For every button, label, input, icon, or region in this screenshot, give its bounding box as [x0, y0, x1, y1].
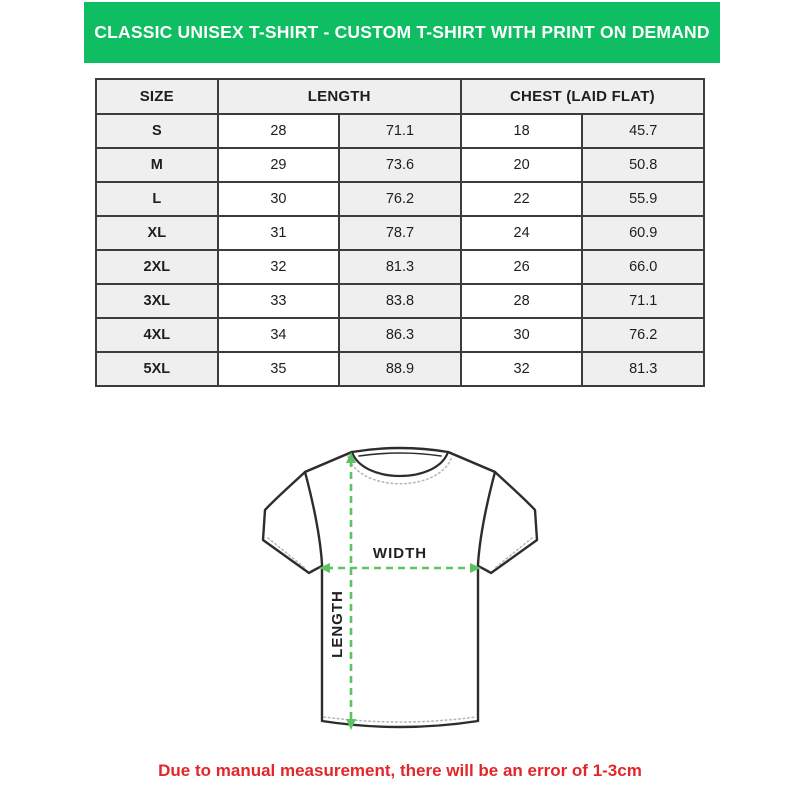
- table-row: [96, 216, 704, 250]
- col-header-length: LENGTH: [218, 79, 461, 114]
- chest-cm-cell: 55.9: [582, 182, 704, 216]
- size-chart-table: [95, 78, 705, 387]
- length-in-cell: 32: [218, 250, 340, 284]
- product-title-banner: [84, 2, 720, 63]
- product-title: CLASSIC UNISEX T-SHIRT - CUSTOM T-SHIRT WITH PRINT ON DEMAND: [94, 22, 710, 42]
- size-cell: 4XL: [96, 318, 218, 352]
- table-row: [96, 148, 704, 182]
- table-row: [96, 250, 704, 284]
- table-row: [96, 182, 704, 216]
- tshirt-body: [305, 448, 495, 727]
- length-in-cell: 31: [218, 216, 340, 250]
- length-cm-cell: 76.2: [339, 182, 461, 216]
- chest-in-cell: 18: [461, 114, 583, 148]
- chest-cm-cell: 66.0: [582, 250, 704, 284]
- table-row: [96, 114, 704, 148]
- chest-in-cell: 28: [461, 284, 583, 318]
- size-cell: 5XL: [96, 352, 218, 386]
- chest-in-cell: 24: [461, 216, 583, 250]
- length-cm-cell: 73.6: [339, 148, 461, 182]
- table-row: [96, 352, 704, 386]
- tshirt-measurement-diagram: [256, 446, 544, 738]
- size-cell: L: [96, 182, 218, 216]
- length-cm-cell: 86.3: [339, 318, 461, 352]
- chest-in-cell: 20: [461, 148, 583, 182]
- col-header-size: SIZE: [96, 79, 218, 114]
- chest-in-cell: 32: [461, 352, 583, 386]
- length-in-cell: 33: [218, 284, 340, 318]
- chest-cm-cell: 76.2: [582, 318, 704, 352]
- size-cell: 3XL: [96, 284, 218, 318]
- chest-in-cell: 30: [461, 318, 583, 352]
- table-row: [96, 318, 704, 352]
- length-in-cell: 34: [218, 318, 340, 352]
- chest-cm-cell: 71.1: [582, 284, 704, 318]
- chest-cm-cell: 81.3: [582, 352, 704, 386]
- tshirt-svg: [256, 446, 544, 738]
- length-in-cell: 28: [218, 114, 340, 148]
- length-in-cell: 29: [218, 148, 340, 182]
- size-cell: 2XL: [96, 250, 218, 284]
- size-cell: S: [96, 114, 218, 148]
- length-in-cell: 35: [218, 352, 340, 386]
- header-row: [96, 79, 704, 114]
- length-in-cell: 30: [218, 182, 340, 216]
- length-cm-cell: 83.8: [339, 284, 461, 318]
- size-cell: XL: [96, 216, 218, 250]
- chest-cm-cell: 60.9: [582, 216, 704, 250]
- length-cm-cell: 78.7: [339, 216, 461, 250]
- length-label: LENGTH: [329, 590, 346, 658]
- length-cm-cell: 71.1: [339, 114, 461, 148]
- col-header-chest: CHEST (LAID FLAT): [461, 79, 704, 114]
- measurement-note: Due to manual measurement, there will be an error of 1-3cm: [158, 761, 642, 780]
- chest-cm-cell: 50.8: [582, 148, 704, 182]
- table-row: [96, 284, 704, 318]
- chest-in-cell: 22: [461, 182, 583, 216]
- chest-cm-cell: 45.7: [582, 114, 704, 148]
- size-cell: M: [96, 148, 218, 182]
- chest-in-cell: 26: [461, 250, 583, 284]
- length-cm-cell: 88.9: [339, 352, 461, 386]
- length-cm-cell: 81.3: [339, 250, 461, 284]
- width-label: WIDTH: [372, 545, 428, 562]
